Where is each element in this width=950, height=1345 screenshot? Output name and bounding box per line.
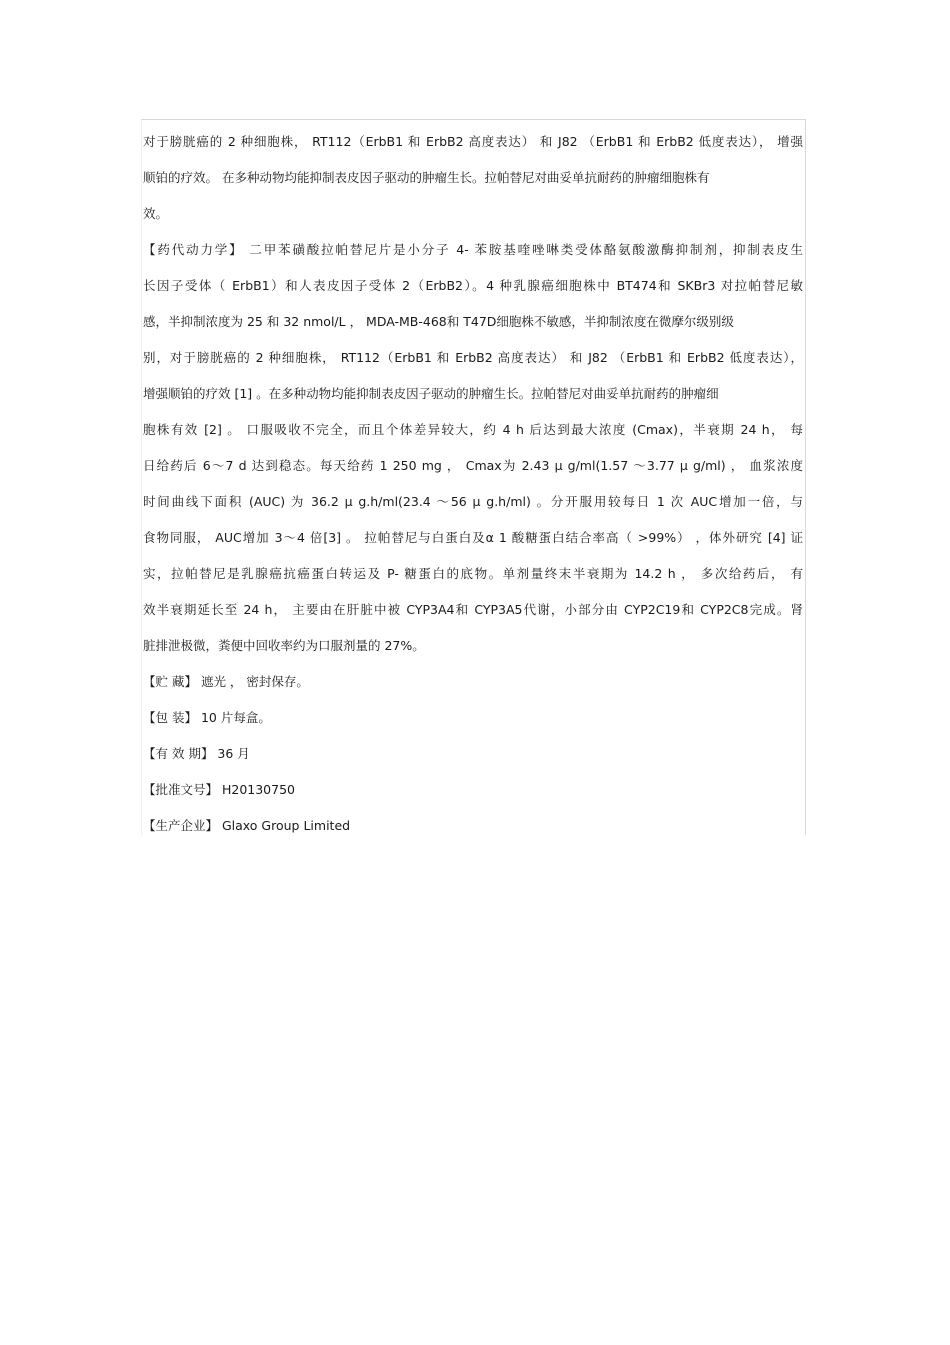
text-line: 时间曲线下面积 (AUC) 为 36.2 μ g.h/ml(23.4 ～56 μ g.h/ml) 。分开服用较每日 1 次 AUC增加一倍，与 xyxy=(143,494,803,509)
document-body xyxy=(143,124,803,844)
manufacturer-field: 【生产企业】 Glaxo Group Limited xyxy=(143,818,351,833)
package-field: 【包 装】 10 片每盒。 xyxy=(143,710,271,725)
text-line: 增强顺铂的疗效 [1] 。在多种动物均能抑制表皮因子驱动的肿瘤生长。拉帕替尼对曲妥单抗耐药的肿瘤细 xyxy=(143,386,719,401)
text-line: 脏排泄极微，粪便中回收率约为口服剂量的 27%。 xyxy=(143,638,425,653)
text-line: 顺铂的疗效。 在多种动物均能抑制表皮因子驱动的肿瘤生长。拉帕替尼对曲妥单抗耐药的肿瘤细胞株有 xyxy=(143,170,710,185)
text-line: 日给药后 6～7 d 达到稳态。每天给药 1 250 mg ， Cmax为 2.43 μ g/ml(1.57 ～3.77 μ g/ml) ， 血浆浓度 xyxy=(143,458,803,473)
text-line: 胞株有效 [2] 。 口服吸收不完全，而且个体差异较大，约 4 h 后达到最大浓度 (Cmax)，半衰期 24 h， 每 xyxy=(143,422,803,437)
text-line: 食物同服， AUC增加 3～4 倍[3] 。 拉帕替尼与白蛋白及α 1 酸糖蛋白结合率高（ >99%） ，体外研究 [4] 证 xyxy=(143,530,803,545)
text-line: 对于膀胱癌的 2 种细胞株， RT112（ErbB1 和 ErbB2 高度表达） 和 J82 （ErbB1 和 ErbB2 低度表达）， 增强 xyxy=(143,134,803,149)
text-line: 长因子受体（ ErbB1）和人表皮因子受体 2（ErbB2）。4 种乳腺癌细胞株中 BT474和 SKBr3 对拉帕替尼敏 xyxy=(143,278,803,293)
validity-field: 【有 效 期】 36 月 xyxy=(143,746,250,761)
text-line: 效。 xyxy=(143,206,169,221)
pharmacokinetics-heading-line: 【药代动力学】 二甲苯磺酸拉帕替尼片是小分子 4- 苯胺基喹唑啉类受体酪氨酸激酶抑制剂，抑制表皮生 xyxy=(143,242,803,257)
storage-field: 【贮 藏】 遮光 ， 密封保存。 xyxy=(143,674,309,689)
text-line: 别，对于膀胱癌的 2 种细胞株， RT112（ErbB1 和 ErbB2 高度表达） 和 J82 （ErbB1 和 ErbB2 低度表达）， xyxy=(143,350,803,365)
text-line: 实，拉帕替尼是乳腺癌抗癌蛋白转运及 P- 糖蛋白的底物。单剂量终末半衰期为 14.2 h ， 多次给药后， 有 xyxy=(143,566,803,581)
text-line: 感，半抑制浓度为 25 和 32 nmol/L ， MDA-MB-468和 T47D细胞株不敏感，半抑制浓度在微摩尔级别级 xyxy=(143,314,734,329)
approval-number-field: 【批准文号】 H20130750 xyxy=(143,782,295,797)
text-line: 效半衰期延长至 24 h， 主要由在肝脏中被 CYP3A4和 CYP3A5代谢，小部分由 CYP2C19和 CYP2C8完成。肾 xyxy=(143,602,803,617)
